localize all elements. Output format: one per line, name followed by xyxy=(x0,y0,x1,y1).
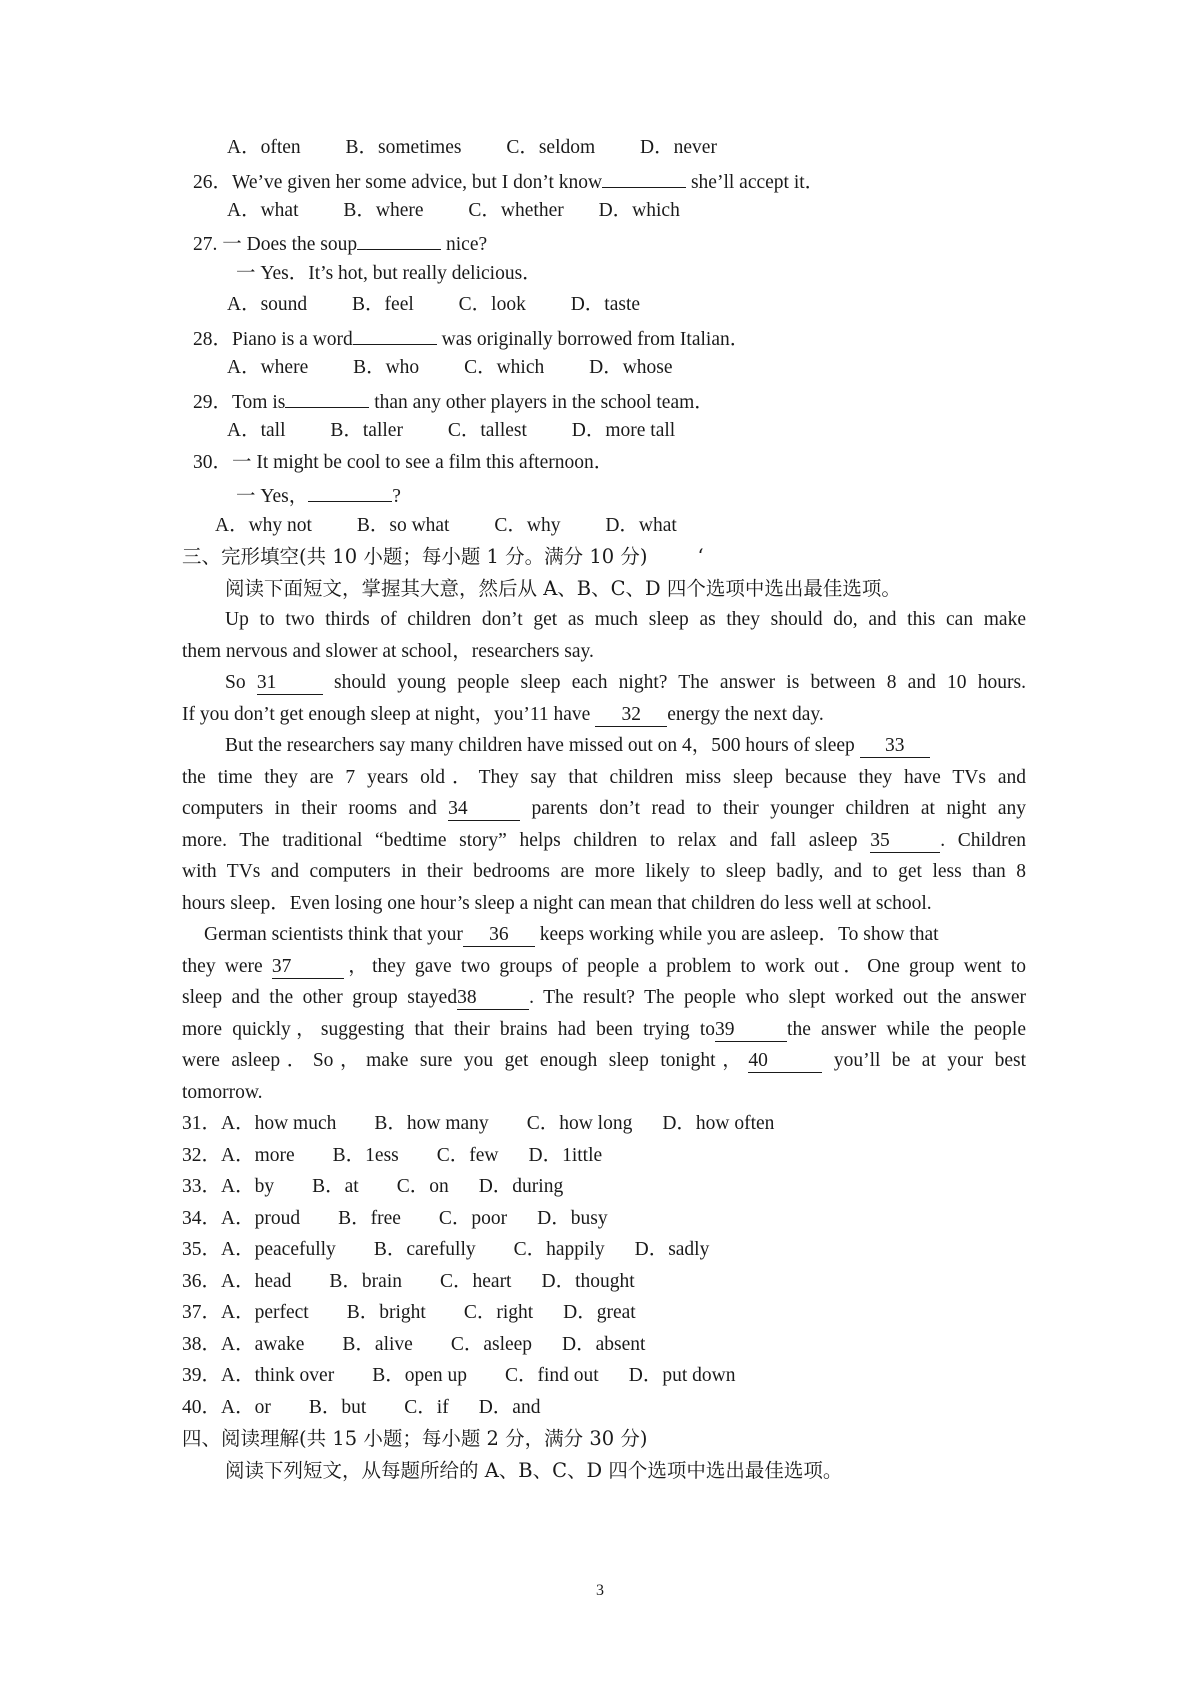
answer-blank xyxy=(308,479,392,502)
q25-options xyxy=(227,133,717,163)
option: C．tallest xyxy=(447,420,527,441)
answer-blank xyxy=(357,227,441,250)
blank-39: 39 xyxy=(715,1019,787,1042)
passage-text: ，they gave two groups of people a problem to work out．One group went to xyxy=(343,956,1026,977)
heading-text: 三、完形填空(共 10 小题；每小题 1 分。满分 10 分) xyxy=(182,545,648,568)
cloze-options-36 xyxy=(182,1267,635,1297)
passage-text: should young people sleep each night? The answer is between 8 and 10 hours. xyxy=(322,672,1026,693)
passage-line: the time they are 7 years old．They say that children miss sleep because they have TVs and xyxy=(182,767,1026,788)
blank-38: 38 xyxy=(457,987,529,1010)
question-number: 39． xyxy=(182,1365,222,1386)
option: A．what xyxy=(227,200,299,221)
stem-text: she’ll accept it． xyxy=(686,172,825,193)
question-number: 33． xyxy=(182,1176,222,1197)
passage-text: . Children xyxy=(940,830,1026,851)
stem-text: 27. 一 Does the soup xyxy=(193,234,358,255)
passage-line xyxy=(225,731,930,761)
passage-line xyxy=(182,794,1026,824)
option: B．how many xyxy=(374,1113,489,1134)
question-27-stem xyxy=(193,227,487,257)
passage-text: were asleep．So，make sure you get enough sleep tonight， xyxy=(182,1050,749,1071)
passage-text: If you don’t get enough sleep at night，you’11 have xyxy=(182,704,596,725)
option: D．absent xyxy=(562,1334,646,1355)
cloze-options-34 xyxy=(182,1204,608,1234)
passage-text: more. The traditional “bedtime story” helps children to relax and fall asleep xyxy=(182,830,871,851)
question-27-reply: 一 Yes．It’s hot, but really delicious． xyxy=(236,263,542,284)
passage-line: hours sleep．Even losing one hour’s sleep a night can mean that children do less well at school. xyxy=(182,893,932,914)
option: C．whether xyxy=(468,200,564,221)
section-3-heading xyxy=(182,542,704,572)
passage-text: . The result? The people who slept worked out the answer xyxy=(529,987,1026,1008)
answer-blank xyxy=(602,165,686,188)
passage-text: But the researchers say many children have missed out on 4，500 hours of sleep xyxy=(225,735,860,756)
question-26-stem xyxy=(193,165,824,195)
option: B．sometimes xyxy=(345,137,462,158)
cloze-options-40 xyxy=(182,1393,540,1423)
option: B．alive xyxy=(342,1334,413,1355)
option: C．why xyxy=(494,515,561,536)
cloze-options-33 xyxy=(182,1172,563,1202)
passage-line xyxy=(182,983,1026,1013)
option: D．during xyxy=(478,1176,564,1197)
option: A．think over xyxy=(221,1365,335,1386)
option: C．asleep xyxy=(450,1334,533,1355)
option: B．carefully xyxy=(373,1239,476,1260)
option: A．perfect xyxy=(221,1302,309,1323)
passage-line: with TVs and computers in their bedrooms are more likely to sleep badly, and to get less than 8 xyxy=(182,861,1026,882)
option: A．awake xyxy=(221,1334,305,1355)
option: A．or xyxy=(221,1397,271,1418)
stem-text: 28．Piano is a word xyxy=(193,329,353,350)
passage-text: sleep and the other group stayed xyxy=(182,987,458,1008)
question-number: 31． xyxy=(182,1113,222,1134)
cloze-options-38 xyxy=(182,1330,645,1360)
blank-33: 33 xyxy=(860,735,930,758)
passage-text: computers in their rooms and xyxy=(182,798,449,819)
option: C．which xyxy=(464,357,545,378)
passage-text: German scientists think that your xyxy=(204,924,463,945)
answer-blank xyxy=(285,385,369,408)
question-number: 37． xyxy=(182,1302,222,1323)
option: A．how much xyxy=(221,1113,337,1134)
blank-37: 37 xyxy=(272,956,344,979)
option: D．busy xyxy=(537,1208,608,1229)
stray-mark: ‘ xyxy=(697,545,704,568)
question-number: 34． xyxy=(182,1208,222,1229)
passage-text: more quickly，suggesting that their brains had been trying to xyxy=(182,1019,716,1040)
passage-line xyxy=(225,668,1026,698)
option: C．happily xyxy=(513,1239,605,1260)
option: B．open up xyxy=(372,1365,468,1386)
option: C．if xyxy=(404,1397,449,1418)
option: C．seldom xyxy=(506,137,596,158)
option: D．taste xyxy=(570,294,641,315)
question-number: 35． xyxy=(182,1239,222,1260)
question-number: 36． xyxy=(182,1271,222,1292)
question-30-stem: 30．一 It might be cool to see a film this afternoon． xyxy=(193,452,614,473)
option: D．more tall xyxy=(571,420,676,441)
section-3-instruction: 阅读下面短文，掌握其大意，然后从 A、B、C、D 四个选项中选出最佳选项。 xyxy=(225,577,901,600)
question-number: 32． xyxy=(182,1145,222,1166)
option: C．right xyxy=(463,1302,534,1323)
question-30-reply xyxy=(236,479,401,509)
option: D．sadly xyxy=(634,1239,710,1260)
stem-text: was originally borrowed from Italian． xyxy=(436,329,750,350)
option: A．proud xyxy=(221,1208,301,1229)
section-4-heading: 四、阅读理解(共 15 小题；每小题 2 分，满分 30 分) xyxy=(182,1427,648,1450)
option: B．feel xyxy=(352,294,414,315)
passage-text: energy the next day. xyxy=(667,704,824,725)
passage-text: the answer while the people xyxy=(787,1019,1026,1040)
question-29-options xyxy=(227,416,675,446)
blank-36: 36 xyxy=(463,924,535,947)
question-29-stem xyxy=(193,385,714,415)
option: D．what xyxy=(605,515,677,536)
blank-31: 31 xyxy=(257,672,323,695)
passage-line xyxy=(182,826,1026,856)
option: A．often xyxy=(227,137,301,158)
option: D．and xyxy=(478,1397,541,1418)
option: A．why not xyxy=(215,515,312,536)
passage-text: So xyxy=(225,672,257,693)
question-28-stem xyxy=(193,322,749,352)
option: B．but xyxy=(308,1397,367,1418)
blank-40: 40 xyxy=(748,1050,822,1073)
option: A．where xyxy=(227,357,309,378)
passage-line xyxy=(182,1015,1026,1045)
option: D．whose xyxy=(589,357,673,378)
blank-32: 32 xyxy=(595,704,667,727)
option: B．bright xyxy=(346,1302,426,1323)
passage-text: keeps working while you are asleep．To show that xyxy=(534,924,939,945)
blank-34: 34 xyxy=(448,798,520,821)
option: D．thought xyxy=(541,1271,635,1292)
stem-text: than any other players in the school team． xyxy=(369,392,714,413)
option: D．1ittle xyxy=(528,1145,603,1166)
answer-blank xyxy=(353,322,437,345)
option: D．great xyxy=(563,1302,636,1323)
question-26-options xyxy=(227,196,680,226)
cloze-options-31 xyxy=(182,1109,774,1139)
option: D．which xyxy=(598,200,680,221)
passage-line xyxy=(204,920,939,950)
cloze-options-35 xyxy=(182,1235,709,1265)
passage-text: they were xyxy=(182,956,272,977)
passage-line: them nervous and slower at school，researchers say. xyxy=(182,641,594,662)
option: A．more xyxy=(221,1145,295,1166)
option: C．heart xyxy=(440,1271,512,1292)
option: B．taller xyxy=(330,420,403,441)
option: D．put down xyxy=(628,1365,736,1386)
option: D．how often xyxy=(662,1113,775,1134)
option: C．look xyxy=(458,294,526,315)
option: C．how long xyxy=(526,1113,633,1134)
option: A．by xyxy=(221,1176,275,1197)
passage-line xyxy=(182,1046,1026,1076)
question-30-options xyxy=(215,511,677,541)
passage-text: parents don’t read to their younger children at night any xyxy=(520,798,1026,819)
cloze-options-32 xyxy=(182,1141,602,1171)
option: C．poor xyxy=(438,1208,508,1229)
stem-text: ? xyxy=(392,486,401,507)
passage-text: you’ll be at your best xyxy=(822,1050,1026,1071)
question-27-options xyxy=(227,290,640,320)
passage-line xyxy=(182,952,1026,982)
question-number: 40． xyxy=(182,1397,222,1418)
cloze-options-37 xyxy=(182,1298,636,1328)
stem-text: 29．Tom is xyxy=(193,392,286,413)
question-number: 38． xyxy=(182,1334,222,1355)
option: B．who xyxy=(353,357,420,378)
passage-line xyxy=(182,700,824,730)
passage-line: Up to two thirds of children don’t get as much sleep as they should do, and this can make xyxy=(225,609,1026,630)
option: A．tall xyxy=(227,420,286,441)
option: B．where xyxy=(343,200,424,221)
question-28-options xyxy=(227,353,673,383)
option: B．free xyxy=(338,1208,401,1229)
passage-line: tomorrow. xyxy=(182,1082,263,1103)
option: B．so what xyxy=(356,515,450,536)
option: C．on xyxy=(396,1176,449,1197)
page-number: 3 xyxy=(596,1582,604,1599)
option: D．never xyxy=(640,137,717,158)
stem-text: nice? xyxy=(441,234,488,255)
section-4-instruction: 阅读下列短文，从每题所给的 A、B、C、D 四个选项中选出最佳选项。 xyxy=(225,1459,843,1482)
option: B．1ess xyxy=(332,1145,399,1166)
stem-text: 26．We’ve given her some advice, but I don’t know xyxy=(193,172,603,193)
option: A．peacefully xyxy=(221,1239,336,1260)
cloze-options-39 xyxy=(182,1361,735,1391)
option: B．brain xyxy=(329,1271,402,1292)
stem-text: 一 Yes， xyxy=(236,486,309,507)
option: C．few xyxy=(436,1145,499,1166)
option: A．head xyxy=(221,1271,292,1292)
option: A．sound xyxy=(227,294,308,315)
option: C．find out xyxy=(505,1365,599,1386)
blank-35: 35 xyxy=(870,830,940,853)
option: B．at xyxy=(312,1176,359,1197)
